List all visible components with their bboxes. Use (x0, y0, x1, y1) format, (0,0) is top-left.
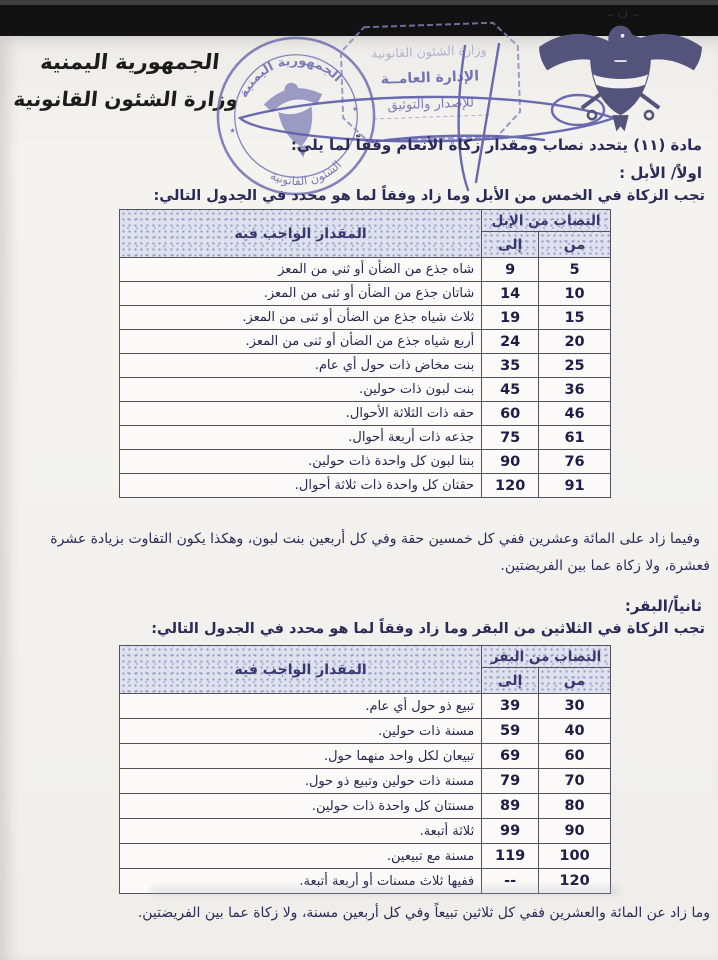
from-value: 91 (539, 474, 611, 498)
camel-table-body (120, 258, 611, 498)
from-value: 5 (539, 258, 611, 282)
to-value: 120 (482, 474, 539, 498)
to-value: 9 (482, 258, 539, 282)
to-value: 79 (482, 769, 539, 794)
camel-table-row (120, 282, 611, 306)
cropped-letterhead-fragment: ـ ن ـ (608, 2, 638, 20)
amount-due-text: تبيع ذو حول أي عام. (120, 694, 482, 719)
rect-stamp-line3: للإصدار والتوثيق (387, 95, 475, 114)
from-value: 70 (539, 769, 611, 794)
cattle-nisab-header: النصاب من البقر (482, 646, 611, 668)
article-11-intro: مادة (١١) يتحدد نصاب ومقدار زكاة الأنعام وفقاً لما يلي: (290, 136, 702, 154)
amount-due-text: ثلاث شياه جذع من الضأن أو ثنى من المعز. (120, 306, 482, 330)
amount-due-text: شاه جذع من الضأن أو ثني من المعز (120, 258, 482, 282)
stamp-star-right: ٭ (350, 101, 360, 116)
amount-due-text: ففيها ثلاث مسنات أو أربعة أتبعة. (120, 869, 482, 894)
to-value: 14 (482, 282, 539, 306)
camel-zakat-table (119, 209, 611, 498)
camel-table-row (120, 306, 611, 330)
rect-stamp-line2: الإدارة العامــة (380, 68, 480, 88)
camel-table-row (120, 426, 611, 450)
camel-table-row (120, 354, 611, 378)
cattle-table-row (120, 819, 611, 844)
cattle-amount-header: المقدار الواجب فيه (120, 646, 482, 694)
camel-table-row (120, 330, 611, 354)
from-value: 36 (539, 378, 611, 402)
camel-amount-header: المقدار الواجب فيه (120, 210, 482, 258)
from-value: 80 (539, 794, 611, 819)
amount-due-text: حقتان كل واحدة ذات ثلاثة أحوال. (120, 474, 482, 498)
from-value: 120 (539, 869, 611, 894)
amount-due-text: بنت مخاض ذات حول أي عام. (120, 354, 482, 378)
from-value: 40 (539, 719, 611, 744)
section-1-title-camels: اولاً/ الأبل : (619, 164, 702, 182)
cattle-zakat-table (119, 645, 611, 894)
section-2-title-cattle: ثانياً/البقر: (624, 597, 702, 615)
cattle-to-label: إلى (482, 668, 539, 694)
camel-table-row (120, 474, 611, 498)
camel-from-label: من (539, 232, 611, 258)
amount-due-text: مسنة ذات حولين وتبيع ذو حول. (120, 769, 482, 794)
to-value: 60 (482, 402, 539, 426)
to-value: 75 (482, 426, 539, 450)
from-value: 30 (539, 694, 611, 719)
letterhead-ministry: وزارة الشئون القانونية (12, 87, 240, 111)
section-1-intro: تجب الزكاة في الخمس من الأبل وما زاد وفقاً لما هو محدد في الجدول التالي: (153, 188, 705, 204)
camel-table-row (120, 378, 611, 402)
amount-due-text: تبيعان لكل واحد منهما حول. (120, 744, 482, 769)
from-value: 10 (539, 282, 611, 306)
yemen-eagle-emblem-icon (533, 20, 708, 138)
from-value: 90 (539, 819, 611, 844)
to-value: 39 (482, 694, 539, 719)
scan-bleedthrough-smudge (150, 886, 620, 896)
to-value: 89 (482, 794, 539, 819)
to-value: 69 (482, 744, 539, 769)
cattle-table-row (120, 694, 611, 719)
section-2-intro: تجب الزكاة في الثلاثين من البقر وما زاد وفقاً لما هو محدد في الجدول التالي: (151, 621, 705, 637)
to-value: 99 (482, 819, 539, 844)
amount-due-text: مسنة ذات حولين. (120, 719, 482, 744)
to-value: 90 (482, 450, 539, 474)
amount-due-text: مسنة مع تبيعين. (120, 844, 482, 869)
amount-due-text: حقه ذات الثلاثة الأحوال. (120, 402, 482, 426)
to-value: 119 (482, 844, 539, 869)
to-value: -- (482, 869, 539, 894)
to-value: 24 (482, 330, 539, 354)
rect-stamp-line1: وزارة الشئون القانونية (371, 42, 487, 62)
camel-table-row (120, 258, 611, 282)
from-value: 61 (539, 426, 611, 450)
letterhead-country: الجمهورية اليمنية (39, 50, 221, 74)
to-value: 35 (482, 354, 539, 378)
amount-due-text: ثلاثة أتبعة. (120, 819, 482, 844)
to-value: 45 (482, 378, 539, 402)
amount-due-text: شاتان جذع من الضأن أو ثنى من المعز. (120, 282, 482, 306)
cattle-table-row (120, 794, 611, 819)
from-value: 15 (539, 306, 611, 330)
amount-due-text: جذعه ذات أربعة أحوال. (120, 426, 482, 450)
cattle-table-row (120, 719, 611, 744)
amount-due-text: بنت لبون ذات حولين. (120, 378, 482, 402)
cattle-from-label: من (539, 668, 611, 694)
camel-table-row (120, 450, 611, 474)
cattle-table-row (120, 769, 611, 794)
amount-due-text: مسنتان كل واحدة ذات حولين. (120, 794, 482, 819)
camel-table-row (120, 402, 611, 426)
cattle-table-body (120, 694, 611, 894)
from-value: 25 (539, 354, 611, 378)
section-2-note: وما زاد عن المائة والعشرين ففي كل ثلاثين تبيعاً وفي كل أربعين مسنة، ولا زكاة عما بين الفريضتين. (137, 905, 710, 921)
amount-due-text: بنتا لبون كل واحدة ذات حولين. (120, 450, 482, 474)
camel-to-label: إلى (482, 232, 539, 258)
round-stamp-bottom-text: الشئون القانونية (268, 157, 345, 189)
to-value: 59 (482, 719, 539, 744)
cattle-table-row (120, 844, 611, 869)
section-1-note: وفيما زاد على المائة وعشرين ففي كل خمسين حقة وفي كل أربعين بنت لبون، وهكذا يكون التفاوت بزيادة عشرة فعشرة، ولا زكاة عما بين الفريضتين. (50, 531, 710, 574)
from-value: 20 (539, 330, 611, 354)
stamp-star-left: ٭ (228, 122, 237, 138)
amount-due-text: أربع شياه جذع من الضأن أو ثنى من المعز. (120, 330, 482, 354)
cattle-table-row (120, 744, 611, 769)
to-value: 19 (482, 306, 539, 330)
camel-nisab-header: النصاب من الإبل (482, 210, 611, 232)
from-value: 46 (539, 402, 611, 426)
from-value: 100 (539, 844, 611, 869)
from-value: 76 (539, 450, 611, 474)
from-value: 60 (539, 744, 611, 769)
round-stamp-top-text: الجمهورية اليمنية (236, 53, 345, 101)
